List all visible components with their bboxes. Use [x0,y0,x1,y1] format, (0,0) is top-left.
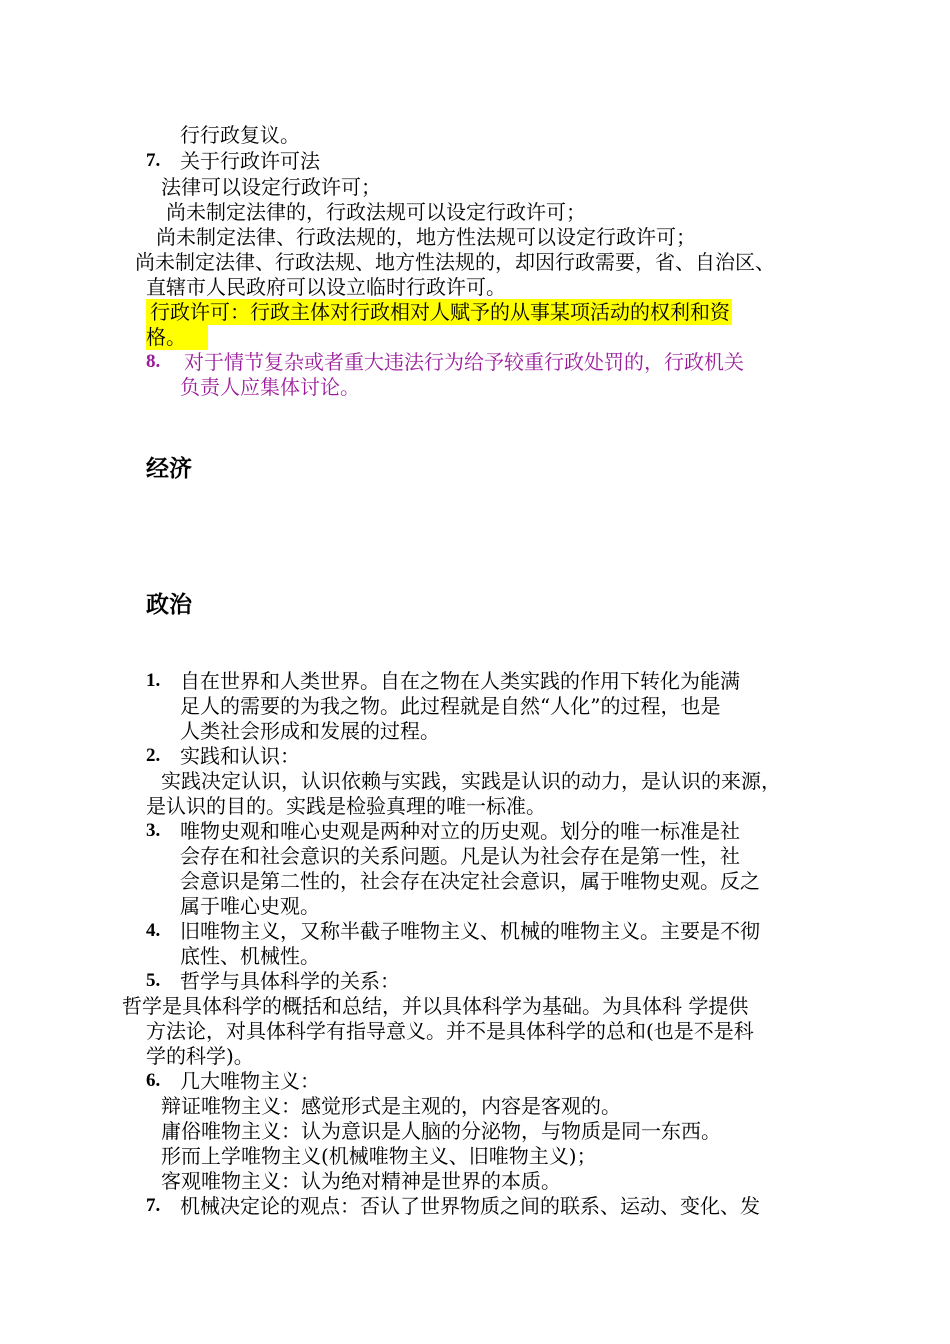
text-line: 尚未制定法律的，行政法规可以设定行政许可； [166,200,586,224]
text-line: 哲学是具体科学的概括和总结，并以具体科学为基础。为具体科 学提供 [122,994,749,1018]
text-line: 行行政复议。 [180,123,300,147]
purple-note: 负责人应集体讨论。 [180,375,360,399]
text-line: 尚未制定法律、行政法规、地方性法规的，却因行政需要，省、自治区、 [135,250,775,274]
text-line: 会意识是第二性的，社会存在决定社会意识，属于唯物史观。反之 [180,869,760,893]
text-line: 足人的需要的为我之物。此过程就是自然“人化”的过程，也是 [180,694,721,718]
list-number: 4. [146,920,161,941]
list-number: 7. [146,1195,161,1216]
text-line: 直辖市人民政府可以设立临时行政许可。 [146,275,506,299]
text-line: 实践决定认识，认识依赖与实践，实践是认识的动力，是认识的来源， [161,769,781,793]
section-heading-economy: 经济 [146,456,192,482]
text-line: 人类社会形成和发展的过程。 [180,719,440,743]
list-number: 6. [146,1070,161,1091]
text-line: 客观唯物主义：认为绝对精神是世界的本质。 [161,1169,561,1193]
text-line: 属于唯心史观。 [180,894,320,918]
text-line: 是认识的目的。实践是检验真理的唯一标准。 [146,794,546,818]
highlighted-definition: 格。 [146,324,208,350]
list-number: 1. [146,670,161,691]
text-line: 底性、机械性。 [180,944,320,968]
text-line: 尚未制定法律、行政法规的，地方性法规可以设定行政许可； [156,225,696,249]
text-line: 机械决定论的观点：否认了世界物质之间的联系、运动、变化、发 [180,1194,760,1218]
section-heading-politics: 政治 [146,592,192,618]
text-line: 旧唯物主义，又称半截子唯物主义、机械的唯物主义。主要是不彻 [180,919,760,943]
purple-note: 对于情节复杂或者重大违法行为给予较重行政处罚的，行政机关 [184,350,744,374]
list-number: 3. [146,820,161,841]
list-item-title: 关于行政许可法 [180,149,320,173]
text-line: 法律可以设定行政许可； [161,175,381,199]
list-number: 7. [146,150,161,171]
text-line: 方法论，对具体科学有指导意义。并不是具体科学的总和(也是不是科 [146,1019,754,1043]
text-line: 学的科学)。 [146,1044,254,1068]
list-number: 2. [146,745,161,766]
text-line: 哲学与具体科学的关系： [180,969,400,993]
text-line: 唯物史观和唯心史观是两种对立的历史观。划分的唯一标准是社 [180,819,740,843]
text-line: 实践和认识： [180,744,300,768]
text-line: 几大唯物主义： [180,1069,320,1093]
text-line: 形而上学唯物主义(机械唯物主义、旧唯物主义)； [161,1144,597,1168]
text-line: 辩证唯物主义：感觉形式是主观的，内容是客观的。 [161,1094,621,1118]
text-line: 会存在和社会意识的关系问题。凡是认为社会存在是第一性，社 [180,844,740,868]
text-line: 自在世界和人类世界。自在之物在人类实践的作用下转化为能满 [180,669,740,693]
text-line: 庸俗唯物主义：认为意识是人脑的分泌物，与物质是同一东西。 [161,1119,721,1143]
highlighted-definition: 行政许可：行政主体对行政相对人赋予的从事某项活动的权利和资 [146,299,732,325]
list-number: 5. [146,970,161,991]
list-number: 8. [146,351,161,372]
